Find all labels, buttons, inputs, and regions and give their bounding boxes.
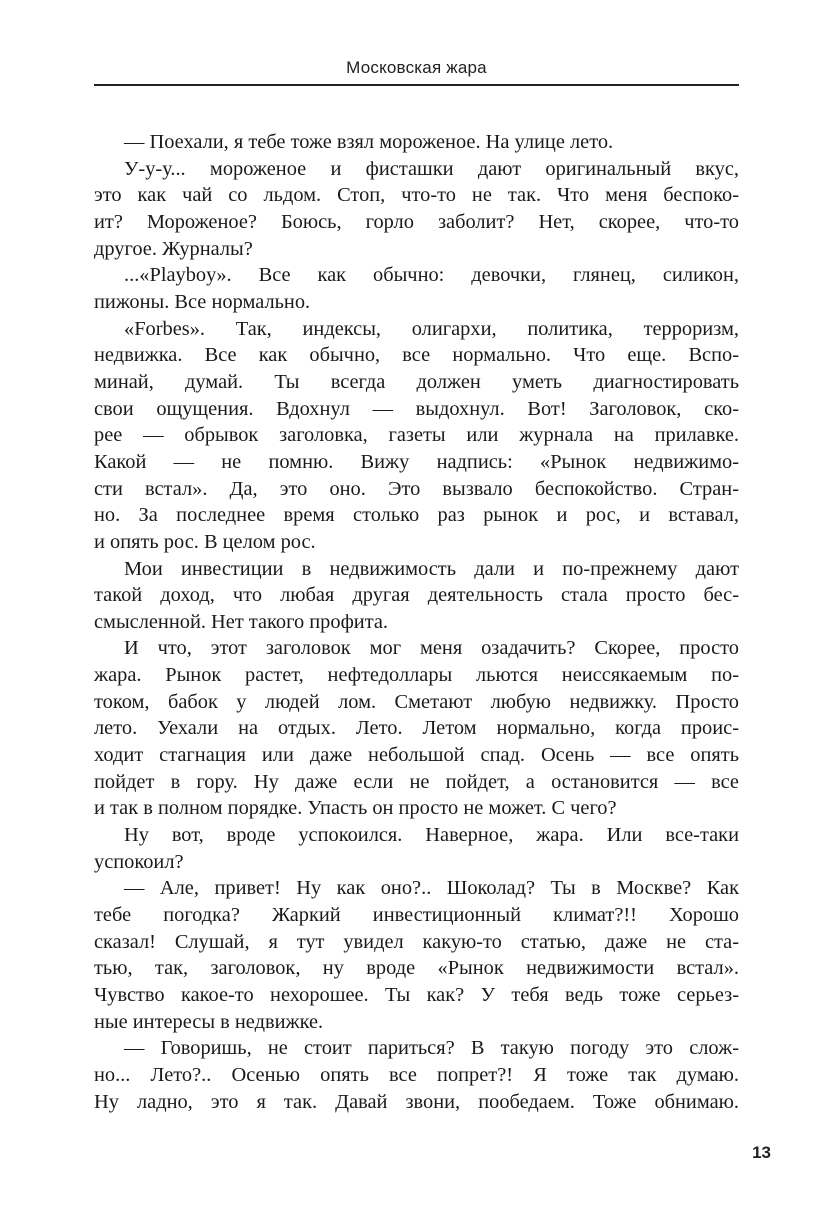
paragraph xyxy=(94,1035,739,1115)
text-line: Мои инвестиции в недвижимость дали и по-прежнему дают xyxy=(124,557,739,580)
text-line: Ну вот, вроде успокоился. Наверное, жара. Или все-таки xyxy=(124,824,739,847)
text-line: пижоны. Все нормально. xyxy=(94,290,311,313)
paragraph xyxy=(94,822,739,875)
paragraph xyxy=(94,875,739,1035)
paragraph xyxy=(94,129,739,156)
running-title: Московская жара xyxy=(346,58,487,77)
text-line: — Говоришь, не стоит париться? В такую погоду это слож- xyxy=(124,1037,739,1060)
text-line: недвижка. Все как обычно, все нормально. Что еще. Вспо- xyxy=(94,344,739,367)
text-line: Какой — не помню. Вижу надпись: «Рынок недвижимо- xyxy=(94,450,739,473)
book-body-text xyxy=(94,129,739,1115)
text-line: «Forbes». Так, индексы, олигархи, политика, терроризм, xyxy=(124,317,739,340)
text-line: Чувство какое-то нехорошее. Ты как? У тебя ведь тоже серьез- xyxy=(94,984,739,1006)
text-line: жара. Рынок растет, нефтедоллары льются неиссякаемым по- xyxy=(94,664,739,687)
text-line: но. За последнее время столько раз рынок и рос, и вставал, xyxy=(94,504,739,527)
text-line: лето. Уехали на отдых. Лето. Летом нормально, когда проис- xyxy=(94,717,739,740)
text-line: сказал! Слушай, я тут увидел какую-то статью, даже не ста- xyxy=(94,930,739,953)
text-line: и так в полном порядке. Упасть он просто не может. С чего? xyxy=(94,797,617,820)
paragraph xyxy=(94,262,739,315)
text-line: такой доход, что любая другая деятельность стала просто бес- xyxy=(94,584,739,607)
text-line: током, бабок у людей лом. Сметают любую недвижку. Просто xyxy=(94,690,739,713)
text-line: это как чай со льдом. Стоп, что-то не так. Что меня беспоко- xyxy=(94,184,739,207)
text-line: минай, думай. Ты всегда должен уметь диагностировать xyxy=(94,370,739,393)
text-line: ходит стагнация или даже небольшой спад. Осень — все опять xyxy=(94,744,739,767)
page-number: 13 xyxy=(752,1143,771,1162)
text-line: ит? Мороженое? Боюсь, горло заболит? Нет, скорее, что-то xyxy=(94,210,739,233)
text-line: и опять рос. В целом рос. xyxy=(94,530,316,553)
text-line: но... Лето?.. Осенью опять все попрет?! Я тоже так думаю. xyxy=(94,1063,739,1086)
text-line: ные интересы в недвижке. xyxy=(94,1010,324,1033)
header-rule xyxy=(94,84,739,86)
text-line: рее — обрывок заголовка, газеты или журнала на прилавке. xyxy=(94,424,739,447)
text-line: успокоил? xyxy=(94,850,184,873)
text-line: тью, так, заголовок, ну вроде «Рынок недвижимости встал». xyxy=(94,957,739,980)
paragraph xyxy=(94,316,739,556)
text-line: Ну ладно, это я так. Давай звони, пообедаем. Тоже обнимаю. xyxy=(94,1090,739,1113)
text-line: — Поехали, я тебе тоже взял мороженое. На улице лето. xyxy=(124,131,614,153)
text-line: смысленной. Нет такого профита. xyxy=(94,610,389,633)
text-line: свои ощущения. Вдохнул — выдохнул. Вот! Заголовок, ско- xyxy=(94,397,739,420)
text-line: И что, этот заголовок мог меня озадачить? Скорее, просто xyxy=(124,637,739,660)
text-line: У-у-у... мороженое и фисташки дают оригинальный вкус, xyxy=(124,157,739,180)
text-line: тебе погодка? Жаркий инвестиционный климат?!! Хорошо xyxy=(94,904,739,927)
text-line: другое. Журналы? xyxy=(94,237,253,260)
paragraph xyxy=(94,156,739,263)
text-line: пойдет в гору. Ну даже если не пойдет, а остановится — все xyxy=(94,770,739,793)
text-line: сти встал». Да, это оно. Это вызвало беспокойство. Стран- xyxy=(94,477,739,500)
text-line: ...«Playboy». Все как обычно: девочки, глянец, силикон, xyxy=(124,264,739,287)
text-line: — Але, привет! Ну как оно?.. Шоколад? Ты в Москве? Как xyxy=(124,877,739,900)
paragraph xyxy=(94,556,739,636)
paragraph xyxy=(94,635,739,822)
